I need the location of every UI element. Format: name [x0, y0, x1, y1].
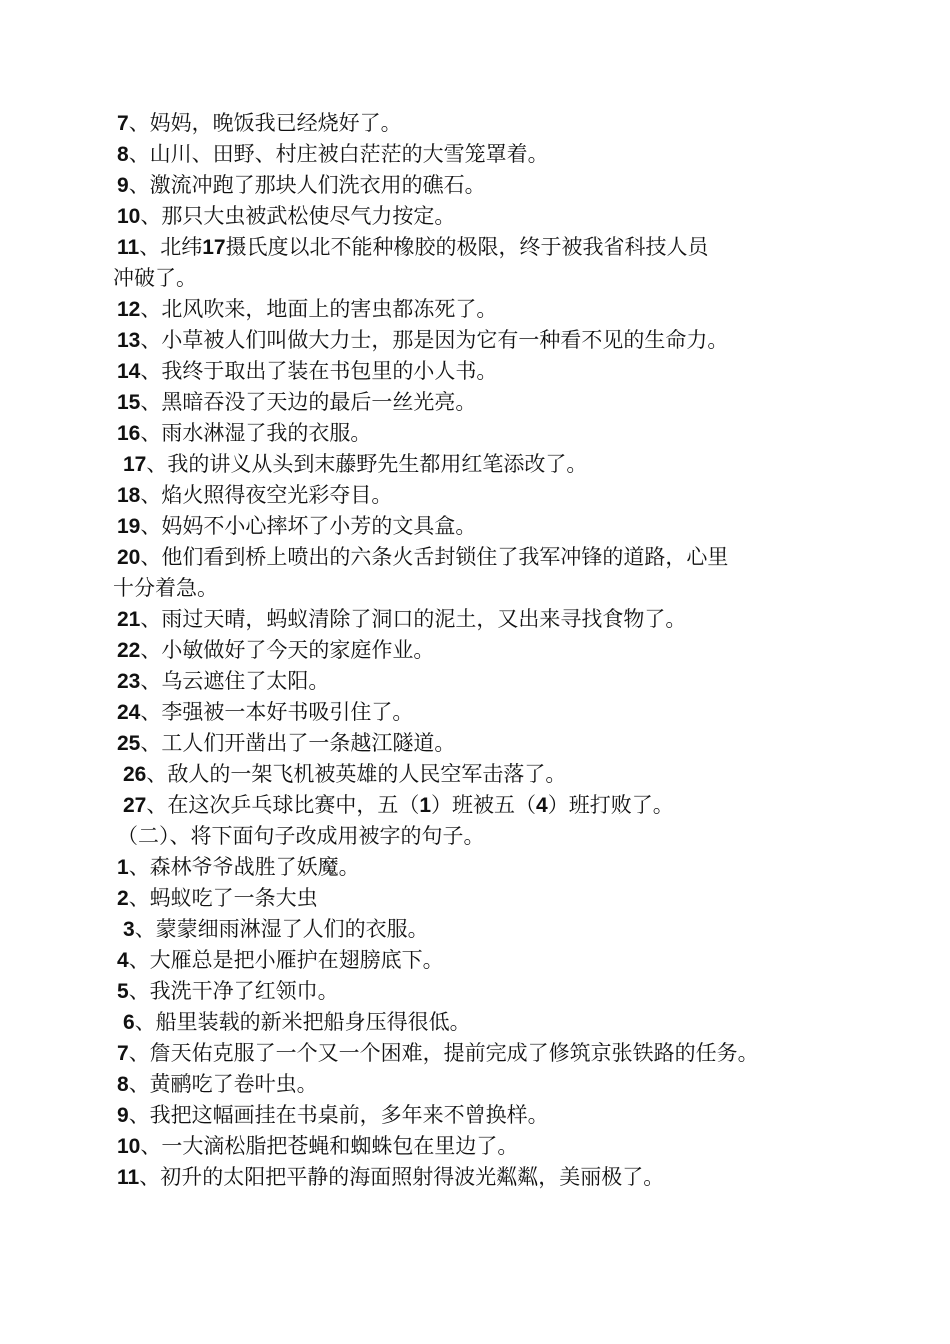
list-item-continuation: 冲破了。 — [113, 266, 197, 290]
list-item: 16、雨水淋湿了我的衣服。 — [117, 421, 372, 445]
list-item: 17、我的讲义从头到末藤野先生都用红笔添改了。 — [123, 452, 588, 476]
list-item: 6、船里装载的新米把船身压得很低。 — [123, 1010, 471, 1034]
list-item: 12、北风吹来，地面上的害虫都冻死了。 — [117, 297, 498, 321]
list-item: 1、森林爷爷战胜了妖魔。 — [117, 855, 360, 879]
list-item: 25、工人们开凿出了一条越江隧道。 — [117, 731, 456, 755]
section-heading: （二）、将下面句子改成用被字的句子。 — [117, 824, 485, 848]
list-item: 9、激流冲跑了那块人们洗衣用的礁石。 — [117, 173, 486, 197]
list-item: 21、雨过天晴，蚂蚁清除了洞口的泥土，又出来寻找食物了。 — [117, 607, 687, 631]
list-item: 8、山川、田野、村庄被白茫茫的大雪笼罩着。 — [117, 142, 549, 166]
list-item: 15、黑暗吞没了天边的最后一丝光亮。 — [117, 390, 477, 414]
list-item: 9、我把这幅画挂在书桌前，多年来不曾换样。 — [117, 1103, 549, 1127]
list-item: 24、李强被一本好书吸引住了。 — [117, 700, 414, 724]
list-item: 5、我洗干净了红领巾。 — [117, 979, 339, 1003]
list-item: 4、大雁总是把小雁护在翅膀底下。 — [117, 948, 444, 972]
list-item: 11、初升的太阳把平静的海面照射得波光粼粼，美丽极了。 — [117, 1165, 665, 1189]
list-item: 13、小草被人们叫做大力士，那是因为它有一种看不见的生命力。 — [117, 328, 729, 352]
list-item: 7、妈妈，晚饭我已经烧好了。 — [117, 111, 402, 135]
list-item: 19、妈妈不小心摔坏了小芳的文具盒。 — [117, 514, 477, 538]
list-item: 26、敌人的一架飞机被英雄的人民空军击落了。 — [123, 762, 567, 786]
list-item: 3、蒙蒙细雨淋湿了人们的衣服。 — [123, 917, 429, 941]
list-item: 27、在这次乒乓球比赛中，五（1）班被五（4）班打败了。 — [123, 793, 674, 817]
list-item: 2、蚂蚁吃了一条大虫 — [117, 886, 318, 910]
list-item: 20、他们看到桥上喷出的六条火舌封锁住了我军冲锋的道路，心里 — [117, 545, 729, 569]
list-item: 11、北纬17摄氏度以北不能种橡胶的极限，终于被我省科技人员 — [117, 235, 709, 259]
list-item: 8、黄鹂吃了卷叶虫。 — [117, 1072, 318, 1096]
list-item-continuation: 十分着急。 — [113, 576, 218, 600]
list-item: 7、詹天佑克服了一个又一个困难，提前完成了修筑京张铁路的任务。 — [117, 1041, 759, 1065]
list-item: 18、焰火照得夜空光彩夺目。 — [117, 483, 393, 507]
list-item: 10、一大滴松脂把苍蝇和蜘蛛包在里边了。 — [117, 1134, 519, 1158]
list-item: 22、小敏做好了今天的家庭作业。 — [117, 638, 435, 662]
list-item: 23、乌云遮住了太阳。 — [117, 669, 330, 693]
document-content — [113, 108, 877, 1193]
list-item: 14、我终于取出了装在书包里的小人书。 — [117, 359, 498, 383]
list-item: 10、那只大虫被武松使尽气力按定。 — [117, 204, 456, 228]
